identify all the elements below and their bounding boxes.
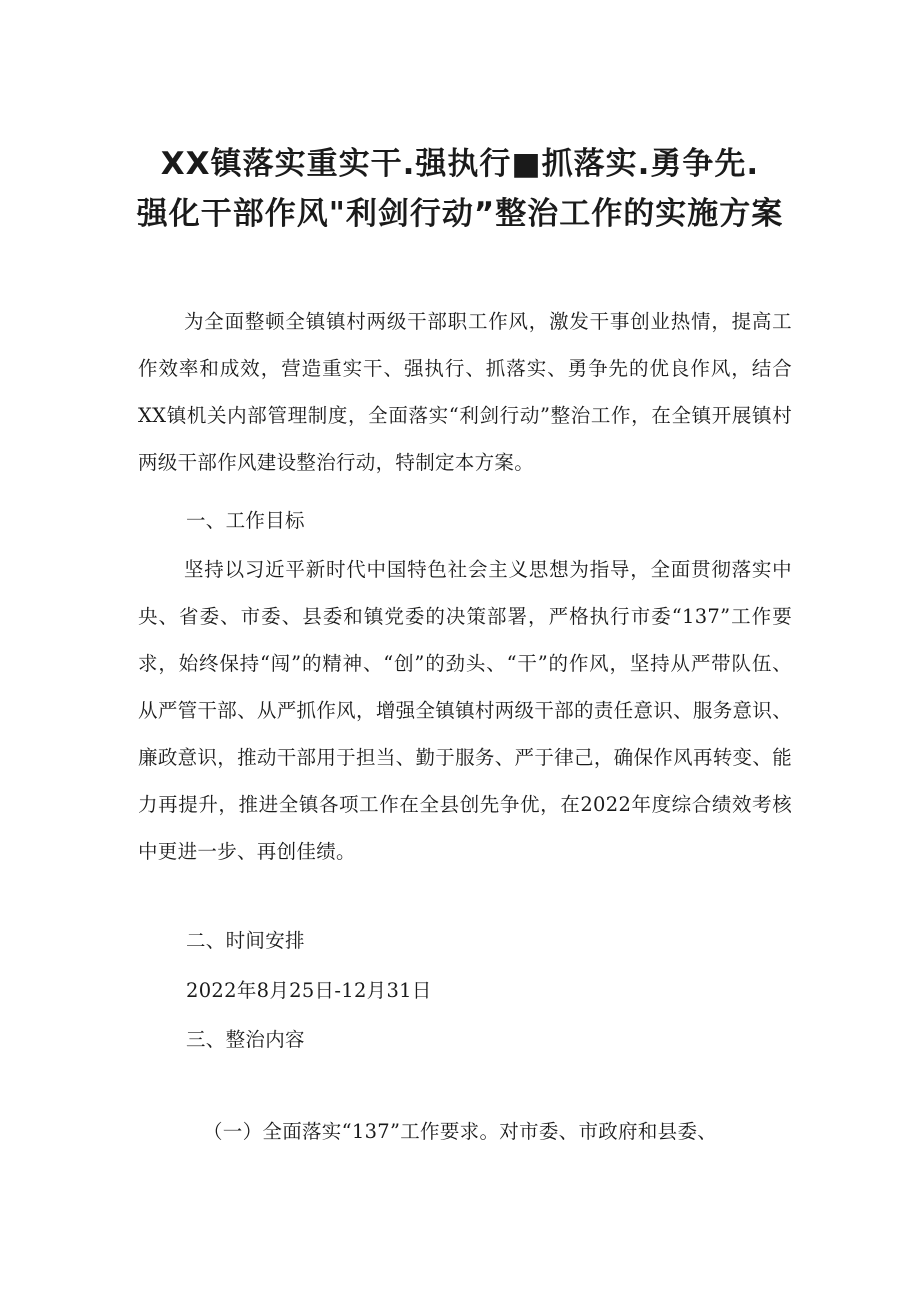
- document-title-line1: XX镇落实重实干.强执行■抓落实.勇争先.: [160, 146, 760, 182]
- section-heading-goals: 一、工作目标: [186, 509, 305, 532]
- section-heading-schedule: 二、时间安排: [186, 929, 305, 952]
- schedule-paragraph: 2022年8月25日-12月31日: [186, 979, 432, 1002]
- section-heading-content: 三、整治内容: [186, 1028, 305, 1051]
- goals-paragraph: 坚持以习近平新时代中国特色社会主义思想为指导，全面贯彻落实中央、省委、市委、县委和镇党委的决策部署，严格执行市委“137”工作要求，始终保持“闯”的精神、“创”的劲头、“干”的作风，坚持从严带队伍、从严管干部、从严抓作风，增强全镇镇村两级干部的责任意识、服务意识、廉政意识，推动干部用于担当、勤于服务、严于律己，确保作风再转变、能力再提升，推进全镇各项工作在全县创先争优，在2022年度综合绩效考核中更进一步、再创佳绩。: [138, 558, 792, 863]
- content-item-1: （一）全面落实“137”工作要求。对市委、市政府和县委、: [203, 1120, 718, 1143]
- document-title-line2: 强化干部作风"利剑行动”整治工作的实施方案: [136, 196, 784, 232]
- intro-paragraph: 为全面整顿全镇镇村两级干部职工作风，激发干事创业热情，提高工作效率和成效，营造重实干、强执行、抓落实、勇争先的优良作风，结合XX镇机关内部管理制度，全面落实“利剑行动”整治工作，在全镇开展镇村两级干部作风建设整治行动，特制定本方案。: [138, 310, 792, 474]
